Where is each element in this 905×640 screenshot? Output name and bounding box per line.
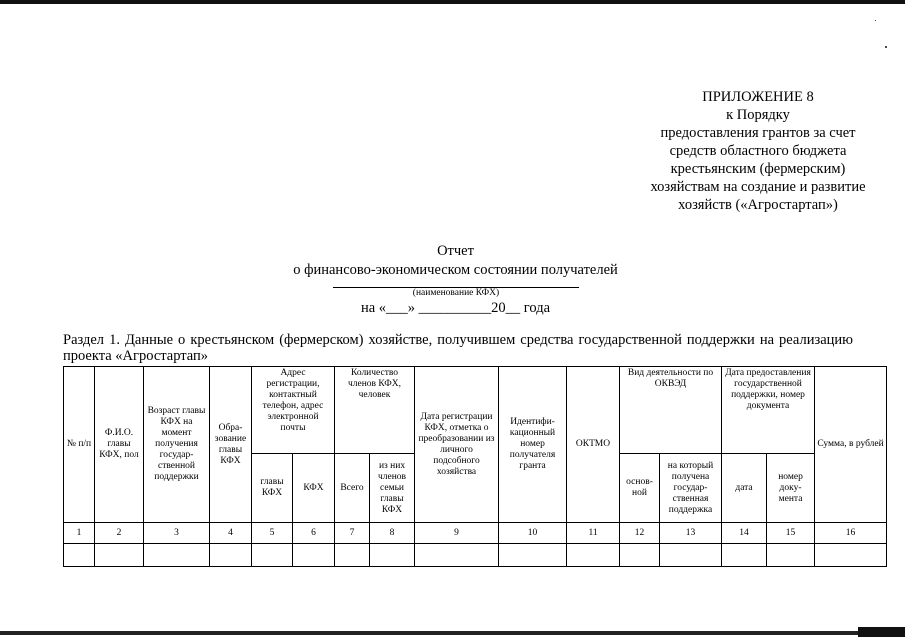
header-okved-main: основ-ной (620, 454, 660, 523)
empty-cell (415, 544, 499, 567)
report-title-block (200, 242, 711, 316)
column-number: 15 (767, 523, 815, 544)
column-number: 3 (144, 523, 210, 544)
table-row (64, 544, 887, 567)
empty-cell (660, 544, 722, 567)
column-number: 10 (499, 523, 567, 544)
column-number: 4 (210, 523, 252, 544)
empty-cell (815, 544, 887, 567)
scan-speck (885, 46, 887, 48)
appendix-block (640, 88, 876, 214)
header-address-head: главы КФХ (252, 454, 293, 523)
header-education: Обра-зование главы КФХ (210, 367, 252, 523)
empty-cell (499, 544, 567, 567)
header-support-date: Дата предоставления государственной поддержки, номер документа (722, 367, 815, 454)
header-registration-date: Дата регистрации КФХ, отметка о преобразовании из личного подсобного хозяйства (415, 367, 499, 523)
report-subtitle: о финансово-экономическом состоянии получателей (293, 262, 618, 278)
header-support-date-date: дата (722, 454, 767, 523)
report-title: Отчет (437, 243, 474, 259)
header-address: Адрес регистрации, контактный телефон, адрес электронной почты (252, 367, 335, 454)
header-members: Количество членов КФХ, человек (335, 367, 415, 454)
appendix-line: к Порядку (726, 107, 790, 123)
header-support-date-doc: номер доку-мента (767, 454, 815, 523)
header-address-kfh: КФХ (293, 454, 335, 523)
empty-cell (722, 544, 767, 567)
header-members-family: из них членов семьи главы КФХ (370, 454, 415, 523)
header-okved: Вид деятельности по ОКВЭД (620, 367, 722, 454)
column-number: 16 (815, 523, 887, 544)
column-number: 9 (415, 523, 499, 544)
appendix-line: средств областного бюджета (669, 143, 847, 159)
scan-bottom-border (0, 631, 905, 635)
header-amount: Сумма, в рублей (815, 367, 887, 523)
header-okved-grant: на который получена государ-ственная поддержка (660, 454, 722, 523)
empty-cell (95, 544, 144, 567)
empty-cell (620, 544, 660, 567)
column-number: 11 (567, 523, 620, 544)
header-oktmo: ОКТМО (567, 367, 620, 523)
appendix-line: крестьянским (фермерским) (670, 161, 846, 177)
appendix-title: ПРИЛОЖЕНИЕ 8 (702, 89, 814, 105)
empty-cell (370, 544, 415, 567)
scan-top-border (0, 0, 905, 4)
column-number: 5 (252, 523, 293, 544)
column-number: 12 (620, 523, 660, 544)
appendix-line: предоставления грантов за счет (660, 125, 856, 141)
column-number: 6 (293, 523, 335, 544)
empty-cell (293, 544, 335, 567)
column-number: 14 (722, 523, 767, 544)
column-number: 7 (335, 523, 370, 544)
header-age: Возраст главы КФХ на момент получения государ-ственной поддержки (144, 367, 210, 523)
header-number: № п/п (64, 367, 95, 523)
empty-cell (252, 544, 293, 567)
empty-cell (567, 544, 620, 567)
appendix-line: хозяйствам на создание и развитие (650, 179, 866, 195)
appendix-line: хозяйств («Агростартап») (678, 197, 838, 213)
empty-cell (210, 544, 252, 567)
empty-cell (335, 544, 370, 567)
header-identification-number: Идентифи-кационный номер получателя гранта (499, 367, 567, 523)
report-date-line: на «___» __________20__ года (360, 300, 551, 316)
scan-corner-shadow (858, 627, 905, 637)
scan-speck (875, 20, 876, 21)
column-number-row (64, 523, 887, 544)
kfh-name-caption: (наименование КФХ) (412, 288, 500, 298)
header-members-total: Всего (335, 454, 370, 523)
header-full-name: Ф.И.О. главы КФХ, пол (95, 367, 144, 523)
empty-cell (767, 544, 815, 567)
empty-cell (64, 544, 95, 567)
table-header-row (64, 367, 887, 454)
column-number: 1 (64, 523, 95, 544)
column-number: 13 (660, 523, 722, 544)
section-heading: Раздел 1. Данные о крестьянском (фермерском) хозяйстве, получившем средства государственной поддержки на реализацию проекта «Агростартап» (63, 332, 853, 364)
empty-cell (144, 544, 210, 567)
column-number: 2 (95, 523, 144, 544)
column-number: 8 (370, 523, 415, 544)
report-table (63, 366, 887, 567)
